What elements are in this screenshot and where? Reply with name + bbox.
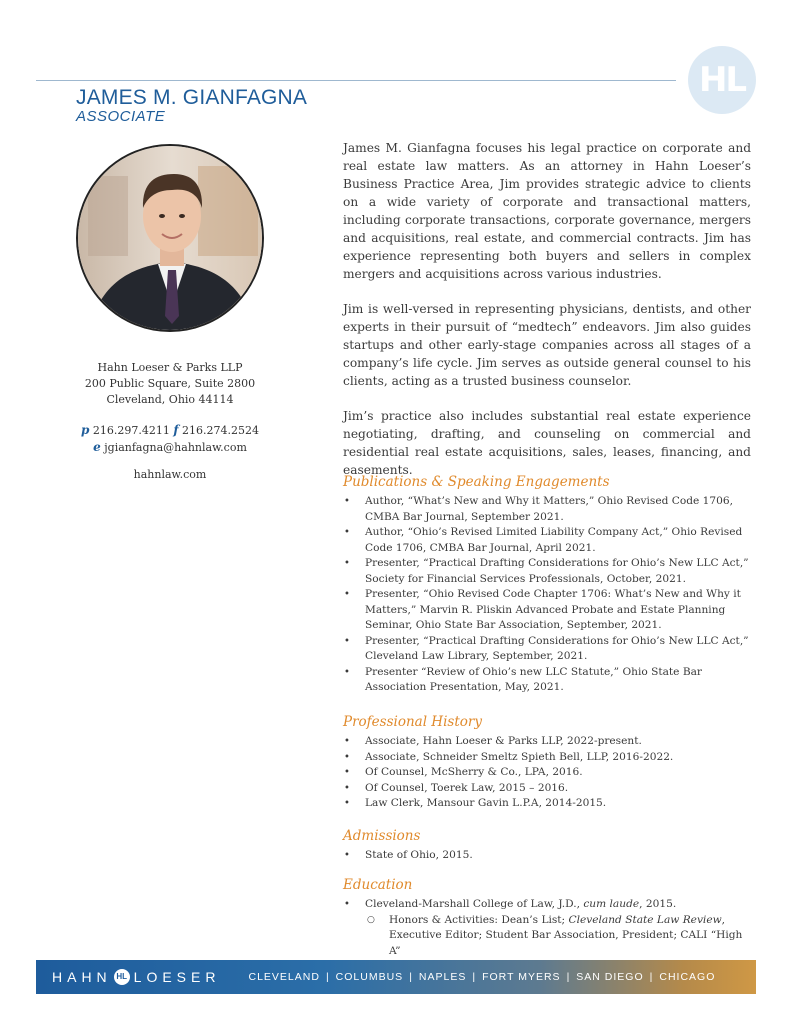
list-item: • Of Counsel, McSherry & Co., LPA, 2016. bbox=[343, 765, 753, 781]
city-label: SAN DIEGO bbox=[576, 971, 644, 983]
list-item: • Law Clerk, Mansour Gavin L.P.A, 2014-2015. bbox=[343, 796, 753, 812]
law-review-text: Cleveland State Law Review bbox=[568, 913, 722, 926]
city-label: CLEVELAND bbox=[248, 971, 320, 983]
fax-number: 216.274.2524 bbox=[182, 424, 260, 437]
city-label: NAPLES bbox=[418, 971, 467, 983]
activities-rest: , Executive Editor; Student Bar Association, President; CALI “High A” bbox=[389, 913, 743, 957]
email-line bbox=[60, 439, 280, 456]
admissions-list bbox=[343, 848, 753, 864]
phone-label: p bbox=[80, 423, 90, 437]
publications-list bbox=[343, 494, 753, 696]
school-text: Cleveland-Marshall College of Law, J.D., bbox=[365, 898, 584, 910]
list-item: • Of Counsel, Toerek Law, 2015 – 2016. bbox=[343, 781, 753, 797]
office-cities: CLEVELAND | COLUMBUS | NAPLES | FORT MYERS | SAN DIEGO | CHICAGO bbox=[248, 971, 716, 983]
phone-number[interactable]: 216.297.4211 bbox=[92, 424, 170, 437]
footer-brand bbox=[52, 969, 220, 985]
history-heading: Professional History bbox=[343, 714, 482, 730]
headshot-illustration bbox=[78, 146, 264, 332]
header-rule bbox=[36, 80, 676, 81]
firm-logo-badge bbox=[688, 46, 756, 114]
list-item: • Associate, Hahn Loeser & Parks LLP, 2022-present. bbox=[343, 734, 753, 750]
website-link[interactable]: hahnlaw.com bbox=[133, 468, 207, 481]
email-link[interactable]: jgianfagna@hahnlaw.com bbox=[104, 441, 247, 454]
attorney-headshot bbox=[76, 144, 264, 332]
list-item: • Presenter, “Practical Drafting Considerations for Ohio’s New LLC Act,” Society for Financial Services Professionals, October, 2021. bbox=[343, 556, 753, 587]
admissions-heading: Admissions bbox=[343, 828, 421, 844]
sub-list-item bbox=[365, 913, 753, 960]
education-list bbox=[343, 897, 753, 959]
bio-paragraph: Jim’s practice also includes substantial real estate experience negotiating, drafting, and counseling on commercial and residential real estate acquisitions, sales, leases, financing, and easements. bbox=[343, 409, 751, 477]
bio-paragraph: Jim is well-versed in representing physicians, dentists, and other experts in their pursuit of “medtech” endeavors. Jim also guides startups and other early-stage companies across all stages of a company’s life cycle. Jim serves as outside general counsel to his clients, acting as a trusted business counselor. bbox=[343, 302, 751, 388]
attorney-name: JAMES M. GIANFAGNA bbox=[76, 86, 308, 109]
email-label: e bbox=[93, 440, 101, 454]
bio-paragraph: James M. Gianfagna focuses his legal practice on corporate and real estate law matters. As an attorney in Hahn Loeser’s Business Practice Area, Jim provides strategic advice to clients on a wide variety of corporate and transactional matters, including corporate transactions, corporate governance, mergers and acquisitions, real estate, and commercial contracts. Jim has experience representing both buyers and sellers in complex mergers and acquisitions across various industries. bbox=[343, 141, 751, 281]
list-item: • Associate, Schneider Smeltz Spieth Bell, LLP, 2016-2022. bbox=[343, 750, 753, 766]
list-item: • Presenter “Review of Ohio’s new LLC Statute,” Ohio State Bar Association Presentation, May, 2021. bbox=[343, 665, 753, 696]
history-list bbox=[343, 734, 753, 812]
list-item: • Author, “Ohio’s Revised Limited Liability Company Act,” Ohio Revised Code 1706, CMBA Bar Journal, April 2021. bbox=[343, 525, 753, 556]
brand-mark-icon: HL bbox=[114, 969, 130, 985]
list-item bbox=[343, 897, 753, 959]
list-item: • Author, “What’s New and Why it Matters,” Ohio Revised Code 1706, CMBA Bar Journal, September 2021. bbox=[343, 494, 753, 525]
logo-text: HL bbox=[698, 60, 746, 100]
activities-prefix: Honors & Activities: Dean’s List; bbox=[389, 913, 569, 926]
list-item: • State of Ohio, 2015. bbox=[343, 848, 753, 864]
brand-left: HAHN bbox=[52, 969, 112, 985]
list-item: • Presenter, “Practical Drafting Considerations for Ohio’s New LLC Act,” Cleveland Law Library, September, 2021. bbox=[343, 634, 753, 665]
firm-name: Hahn Loeser & Parks LLP bbox=[97, 361, 243, 374]
fax-label: f bbox=[173, 423, 179, 437]
honor-text: cum laude bbox=[583, 898, 640, 910]
education-sublist bbox=[365, 913, 753, 960]
city-label: COLUMBUS bbox=[335, 971, 404, 983]
contact-block bbox=[60, 360, 280, 456]
city-label: FORT MYERS bbox=[482, 971, 561, 983]
attorney-title: ASSOCIATE bbox=[76, 108, 166, 125]
brand-right: LOESER bbox=[133, 969, 221, 985]
address-line-1: 200 Public Square, Suite 2800 bbox=[84, 377, 256, 390]
education-heading: Education bbox=[343, 877, 413, 893]
list-item: • Presenter, “Ohio Revised Code Chapter 1706: What’s New and Why it Matters,” Marvin R. Pliskin Advanced Probate and Estate Planning Seminar, Ohio State Bar Association, September, 2021. bbox=[343, 587, 753, 634]
footer-banner bbox=[36, 960, 756, 994]
city-label: CHICAGO bbox=[659, 971, 716, 983]
publications-heading: Publications & Speaking Engagements bbox=[343, 474, 610, 490]
year-text: , 2015. bbox=[639, 898, 677, 910]
address-line-2: Cleveland, Ohio 44114 bbox=[106, 393, 234, 406]
phone-fax-line bbox=[60, 422, 280, 439]
biography bbox=[343, 139, 751, 479]
